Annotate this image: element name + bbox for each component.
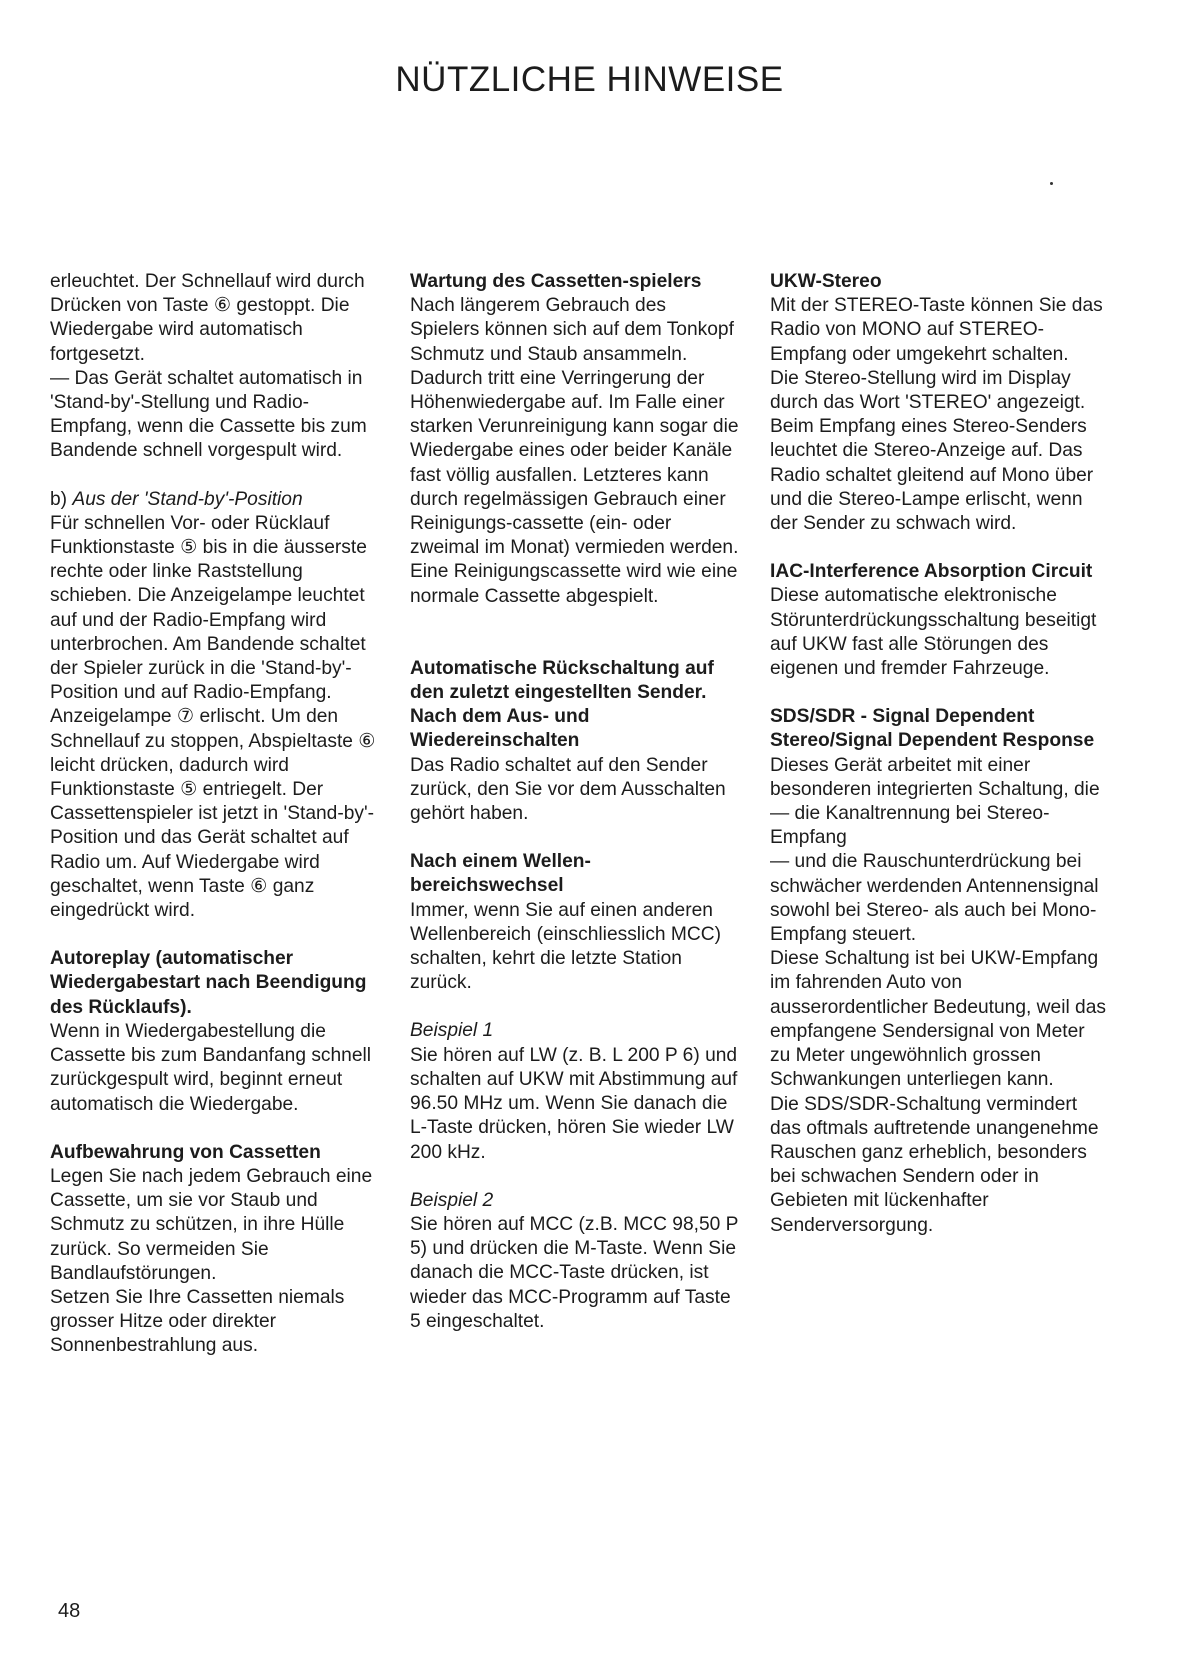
subsection-title: Aus der 'Stand-by'-Position [72,488,303,510]
paragraph: Setzen Sie Ihre Cassetten niemals grosser Hitze oder direkter Sonnenbestrahlung aus. [50,1286,345,1357]
section-heading: UKW-Stereo [770,271,882,292]
paragraph: Legen Sie nach jedem Gebrauch eine Cassette, um sie vor Staub und Schmutz zu schützen, in ihre Hülle zurück. So vermeiden Sie Bandlaufstörungen. [50,1165,373,1284]
scan-speck [1050,182,1053,185]
subsection-heading: Nach dem Aus- und Wiedereinschalten [410,706,590,752]
example-label: Beispiel 1 [410,1020,494,1042]
paragraph: Die SDS/SDR-Schaltung vermindert das oftmals auftretende unangenehme Rauschen ganz erheblich, besonders bei schwachen Sendern oder in Gebieten mit lückenhafter Senderversorgung. [770,1093,1099,1236]
paragraph: Diese automatische elektronische Störunterdrückungsschaltung beseitigt auf UKW fast alle Störungen des eigenen und fremder Fahrzeuge. [770,585,1097,680]
column-middle [410,270,740,1334]
paragraph: Sie hören auf MCC (z.B. MCC 98,50 P 5) und drücken die M-Taste. Wenn Sie danach die MCC-Taste drücken, ist wieder das MCC-Programm auf Taste 5 eingeschaltet. [410,1213,739,1332]
paragraph: — die Kanaltrennung bei Stereo-Empfang [770,803,1050,849]
paragraph: Die Stereo-Stellung wird im Display durch das Wort 'STEREO' angezeigt. Beim Empfang eines Stereo-Senders leuchtet die Stereo-Anzeige auf. Das Radio schaltet gleitend auf Mono über und die Stereo-Lampe erlischt, wenn der Sender zu schwach wird. [770,367,1094,535]
paragraph: — und die Rauschunterdrückung bei schwächer werdenden Antennensignal sowohl bei Stereo- als auch bei Mono-Empfang steuert. [770,851,1099,946]
example-label: Beispiel 2 [410,1189,494,1211]
paragraph: Sie hören auf LW (z. B. L 200 P 6) und schalten auf UKW mit Abstimmung auf 96.50 MHz um. Wenn Sie danach die L-Taste drücken, hören Sie wieder LW 200 kHz. [410,1044,738,1163]
paragraph: — Das Gerät schaltet automatisch in 'Stand-by'-Stellung und Radio-Empfang, wenn die Cassette bis zum Bandende schnell vorgespult wird. [50,367,367,462]
list-marker: b) [50,488,73,510]
paragraph: Das Radio schaltet auf den Sender zurück, den Sie vor dem Ausschalten gehört haben. [410,754,726,825]
paragraph: Für schnellen Vor- oder Rücklauf Funktionstaste ⑤ bis in die äusserste rechte oder linke Raststellung schieben. Die Anzeigelampe leuchtet auf und der Radio-Empfang wird unterbrochen. Am Bandende schaltet der Spieler zurück in die 'Stand-by'-Position und auf Radio-Empfang. Anzeigelampe ⑦ erlischt. Um den Schnellauf zu stoppen, Abspieltaste ⑥ leicht drücken, dadurch wird Funktionstaste ⑤ entriegelt. Der Cassettenspieler ist jetzt in 'Stand-by'-Position und das Gerät schaltet auf Radio um. Auf Wiedergabe wird geschaltet, wenn Taste ⑥ ganz eingedrückt wird. [50,512,376,922]
paragraph: Diese Schaltung ist bei UKW-Empfang im fahrenden Auto von ausserordentlicher Bedeutung, weil das empfangene Sendersignal von Meter zu Meter ungewöhnlich grossen Schwankungen unterliegen kann. [770,948,1106,1091]
page-number: 48 [58,1600,81,1622]
section-heading: SDS/SDR - Signal Dependent Stereo/Signal Dependent Response [770,706,1095,752]
page-title: NÜTZLICHE HINWEISE [395,60,784,99]
section-heading: Wartung des Cassetten-spielers [410,271,702,292]
paragraph: Dieses Gerät arbeitet mit einer besonderen integrierten Schaltung, die [770,754,1100,800]
section-heading: Automatische Rückschaltung auf den zuletzt eingestellten Sender. [410,657,714,704]
column-left [50,270,380,1359]
paragraph: Mit der STEREO-Taste können Sie das Radio von MONO auf STEREO-Empfang oder umgekehrt schalten. [770,295,1103,365]
paragraph: Nach längerem Gebrauch des Spielers können sich auf dem Tonkopf Schmutz und Staub ansammeln. Dadurch tritt eine Verringerung der Höhenwiedergabe auf. Im Falle einer starken Verunreinigung kann sogar die Wiedergabe eines oder beider Kanäle fast völlig ausfallen. Letzteres kann durch regelmässigen Gebrauch einer Reinigungs-cassette (ein- oder zweimal im Monat) vermieden werden. Eine Reinigungscassette wird wie eine normale Cassette abgespielt. [410,295,739,607]
section-heading: Autoreplay (automatischer Wiedergabestart nach Beendigung des Rücklaufs). [50,948,367,1018]
paragraph: erleuchtet. Der Schnellauf wird durch Drücken von Taste ⑥ gestoppt. Die Wiedergabe wird automatisch fortgesetzt. [50,271,365,365]
section-heading: Aufbewahrung von Cassetten [50,1141,321,1163]
section-heading: IAC-Interference Absorption Circuit [770,561,1093,583]
subsection-label [50,488,380,512]
paragraph: Immer, wenn Sie auf einen anderen Wellenbereich (einschliesslich MCC) schalten, kehrt die letzte Station zurück. [410,899,722,994]
subsection-heading: Nach einem Wellen-bereichswechsel [410,851,591,897]
paragraph: Wenn in Wiedergabestellung die Cassette bis zum Bandanfang schnell zurückgespult wird, beginnt erneut automatisch die Wiedergabe. [50,1020,372,1115]
column-right [770,270,1110,1238]
